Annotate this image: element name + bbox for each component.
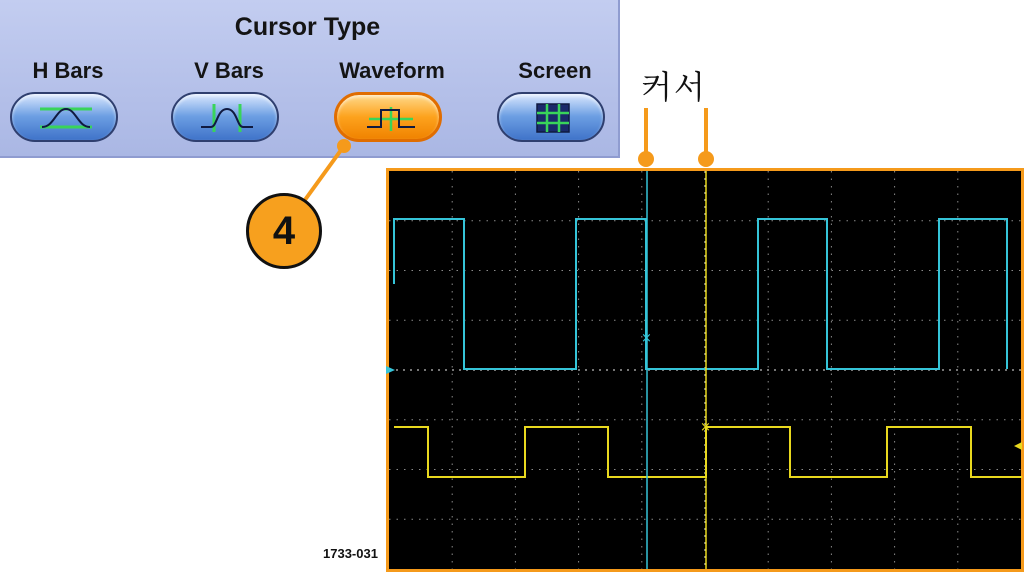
- waveform-label: Waveform: [339, 58, 445, 83]
- cursor-2-cross-icon: ×: [700, 420, 711, 435]
- cursor1-pointer-dot: [638, 151, 654, 167]
- h-bars-label: H Bars: [32, 58, 104, 83]
- screen-label: Screen: [518, 58, 592, 83]
- cursor2-pointer-dot: [698, 151, 714, 167]
- v-bars-label: V Bars: [194, 58, 264, 83]
- oscilloscope-screen[interactable]: [386, 168, 1024, 572]
- cursor-caption: 커서: [641, 68, 707, 106]
- figure-id: 1733-031: [323, 546, 378, 561]
- cursor-1-cross-icon: ×: [641, 331, 652, 346]
- callout-leader-dot: [337, 139, 351, 153]
- callout-4: 4: [246, 193, 322, 269]
- menu-title: Cursor Type: [234, 13, 381, 41]
- callout-leader-line: [302, 146, 344, 204]
